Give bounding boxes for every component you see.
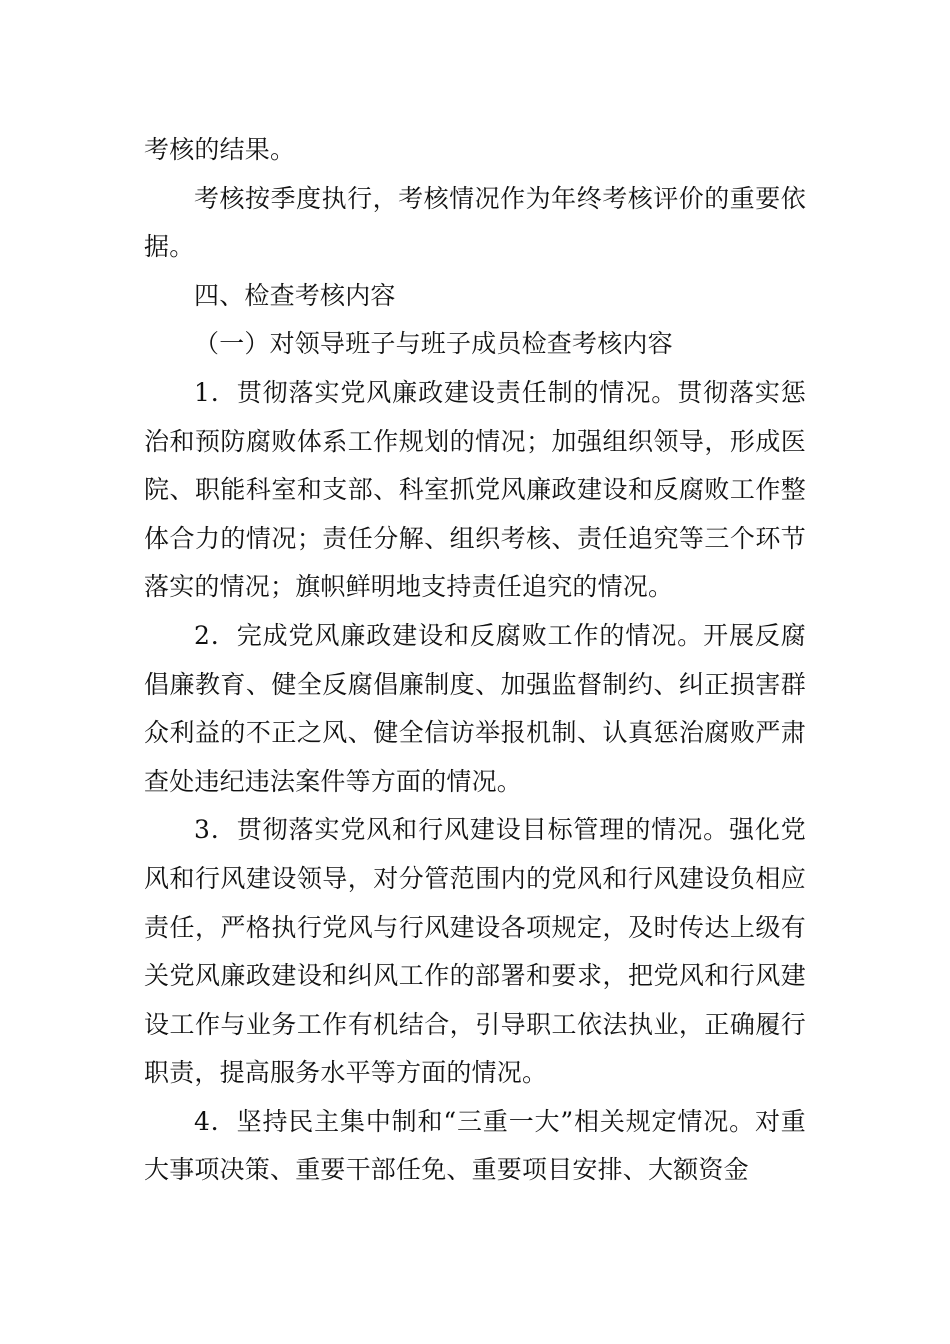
document-body <box>144 126 806 1195</box>
section-heading-4: 四、检查考核内容 <box>194 280 396 310</box>
paragraph-item-3: 3．贯彻落实党风和行风建设目标管理的情况。强化党风和行风建设领导，对分管范围内的党风和行风建设负相应责任，严格执行党风与行风建设各项规定，及时传达上级有关党风廉政建设和纠风工作的部署和要求，把党风和行风建设工作与业务工作有机结合，引导职工依法执业，正确履行职责，提高服务水平等方面的情况。 <box>144 815 806 1088</box>
paragraph-continuation: 考核的结果。 <box>144 135 296 164</box>
paragraph-assessment-schedule: 考核按季度执行，考核情况作为年终考核评价的重要依据。 <box>144 183 806 262</box>
paragraph-item-1: 1．贯彻落实党风廉政建设责任制的情况。贯彻落实惩治和预防腐败体系工作规划的情况；加强组织领导，形成医院、职能科室和支部、科室抓党风廉政建设和反腐败工作整体合力的情况；责任分解、组织考核、责任追究等三个环节落实的情况；旗帜鲜明地支持责任追究的情况。 <box>144 377 806 602</box>
paragraph-item-2: 2．完成党风廉政建设和反腐败工作的情况。开展反腐倡廉教育、健全反腐倡廉制度、加强监督制约、纠正损害群众利益的不正之风、健全信访举报机制、认真惩治腐败严肃查处违纪违法案件等方面的情况。 <box>144 620 806 796</box>
subsection-heading-1: （一）对领导班子与班子成员检查考核内容 <box>194 329 673 359</box>
paragraph-item-4: 4．坚持民主集中制和“三重一大”相关规定情况。对重大事项决策、重要干部任免、重要项目安排、大额资金 <box>144 1106 806 1185</box>
